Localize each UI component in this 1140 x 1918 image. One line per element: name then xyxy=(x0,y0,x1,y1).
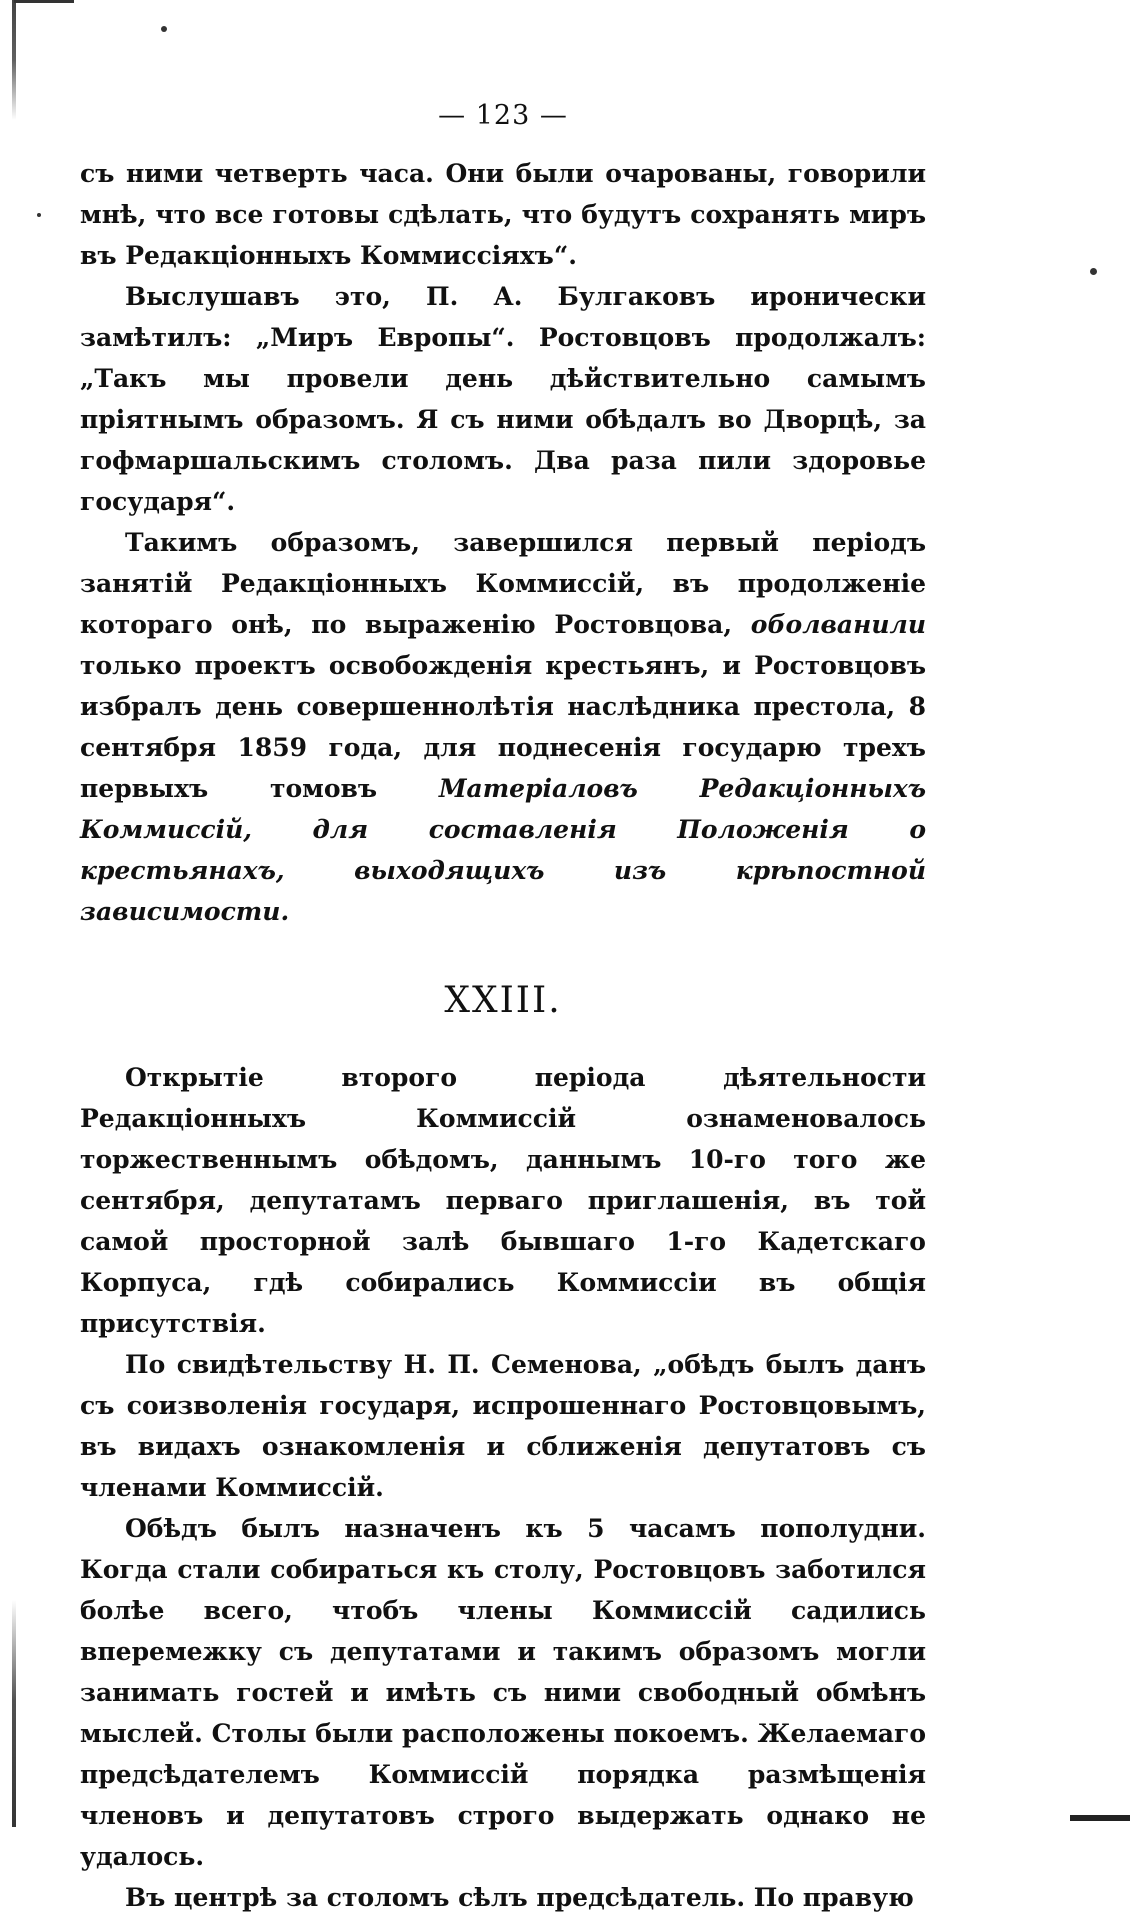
page-number: — 123 — xyxy=(438,100,568,131)
scan-top-corner-mark xyxy=(14,0,74,3)
paragraph-3-italic-title: Матеріаловъ Редакціонныхъ Коммиссій, для составленія Положенія о крестьянахъ, выходящихъ изъ крѣпостной зависимости. xyxy=(80,774,926,926)
paragraph-4: Открытіе второго періода дѣятельности Редакціонныхъ Коммиссій ознаменовалось торжественнымъ обѣдомъ, даннымъ 10-го того же сентября, депутатамъ перваго приглашенія, въ той самой просторной залѣ бывшаго 1-го Кадетскаго Корпуса, гдѣ собирались Коммиссіи въ общія присутствія. xyxy=(80,1063,926,1338)
paragraph-2: Выслушавъ это, П. А. Булгаковъ иронически замѣтилъ: „Миръ Европы“. Ростовцовъ продолжалъ: „Такъ мы провели день дѣйствительно самымъ пріятнымъ образомъ. Я съ ними обѣдалъ во Дворцѣ, за гофмаршальскимъ столомъ. Два раза пили здоровье государя“. xyxy=(80,282,926,516)
section-heading: XXIII. xyxy=(444,980,562,1021)
paragraph-3-italic-word: оболванили xyxy=(750,610,926,639)
paragraph-1: съ ними четверть часа. Они были очарованы, говорили мнѣ, что все готовы сдѣлать, что будутъ сохранять миръ въ Редакціонныхъ Коммиссіяхъ“. xyxy=(80,159,926,270)
paragraph-3-text-start: Такимъ образомъ, завершился первый періодъ занятій Редакціонныхъ Коммиссій, въ продолженіе котораго онѣ, по выраженію Ростовцова, xyxy=(80,528,926,639)
scan-speck xyxy=(161,26,167,32)
paragraph-3 xyxy=(80,522,926,932)
paragraph-7: Въ центрѣ за столомъ сѣлъ предсѣдатель. По правую xyxy=(125,1883,914,1912)
paragraph-6: Обѣдъ былъ назначенъ къ 5 часамъ пополудни. Когда стали собираться къ столу, Ростовцовъ заботился болѣе всего, чтобъ члены Коммиссій садились вперемежку съ депутатами и такимъ образомъ могли занимать гостей и имѣть съ ними свободный обмѣнъ мыслей. Столы были расположены покоемъ. Желаемаго предсѣдателемъ Коммиссій порядка размѣщенія членовъ и депутатовъ строго выдержать однако не удалось. xyxy=(80,1514,926,1871)
scan-left-edge xyxy=(12,0,16,1827)
scan-bottom-corner-mark xyxy=(1070,1815,1130,1821)
paragraph-3-text-middle: только проектъ освобожденія крестьянъ, и Ростовцовъ избралъ день совершеннолѣтія наслѣдника престола, 8 сентября 1859 года, для поднесенія государю трехъ первыхъ томовъ xyxy=(80,651,926,803)
paragraph-5: По свидѣтельству Н. П. Семенова, „обѣдъ былъ данъ съ соизволенія государя, испрошеннаго Ростовцовымъ, въ видахъ ознакомленія и сближенія депутатовъ съ членами Коммиссій. xyxy=(80,1350,926,1502)
scan-speck xyxy=(1090,268,1097,275)
book-page xyxy=(80,100,926,1918)
scan-speck xyxy=(37,213,41,217)
